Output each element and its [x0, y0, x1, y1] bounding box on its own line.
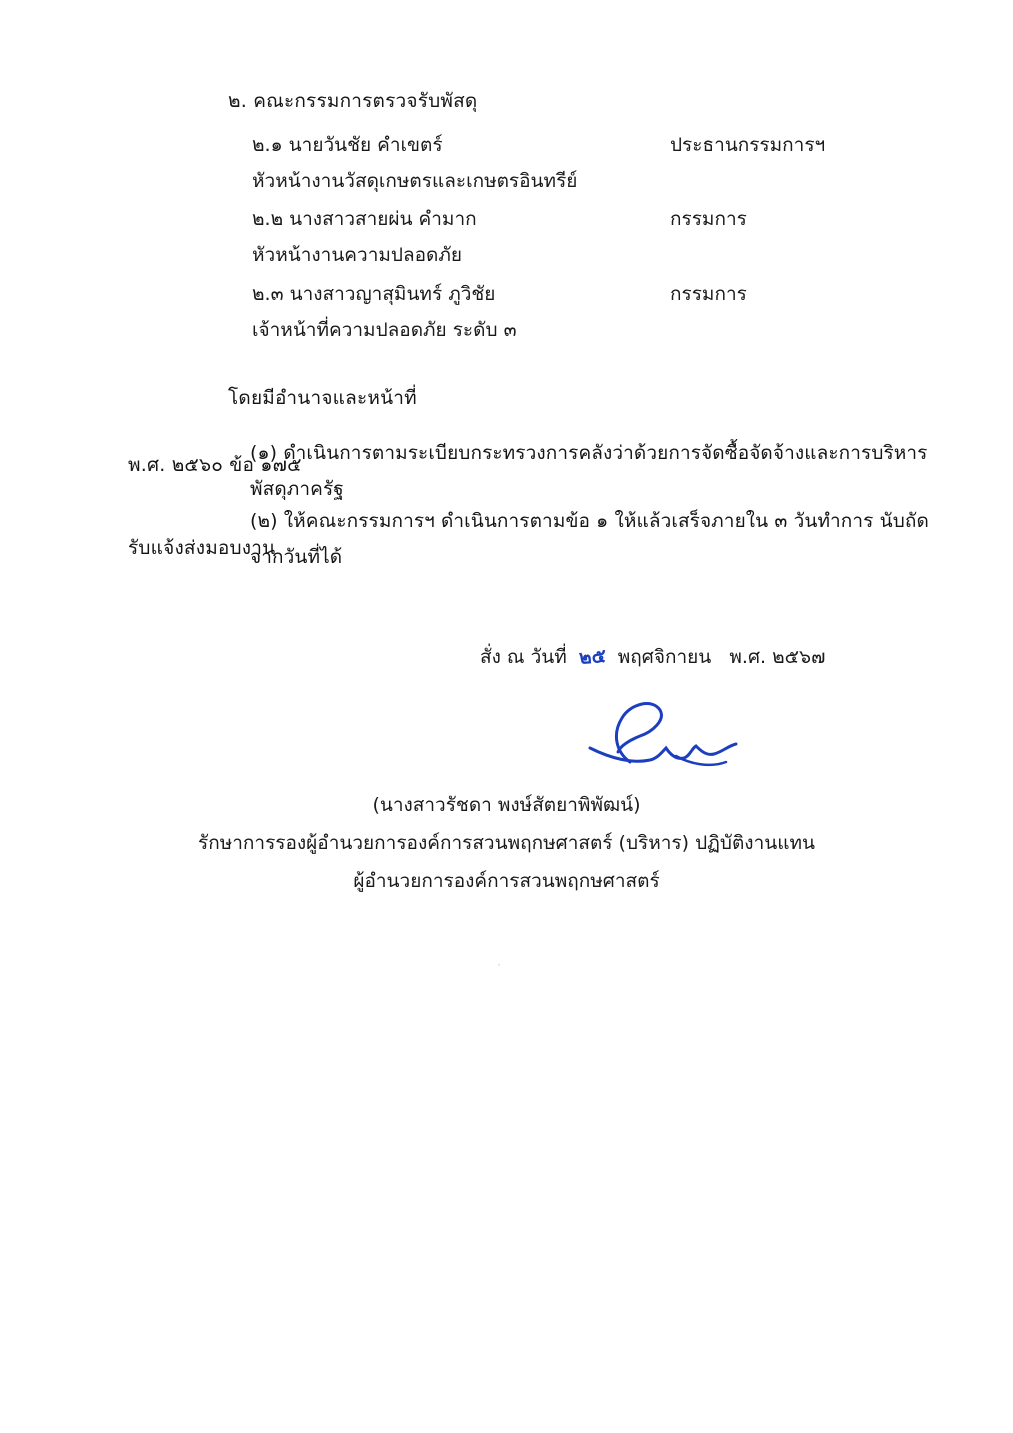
member-position: หัวหน้างานวัสดุเกษตรและเกษตรอินทรีย์: [252, 170, 578, 192]
member-position: หัวหน้างานความปลอดภัย: [252, 244, 462, 266]
dateline-year: พ.ศ. ๒๕๖๗: [729, 646, 826, 668]
signatory-role-line-2: ผู้อำนวยการองค์การสวนพฤกษศาสตร์: [353, 870, 660, 892]
duty-item-2: (๒) ให้คณะกรรมการฯ ดำเนินการตามข้อ ๑ ให้แล้วเสร็จภายใน ๓ วันทำการ นับถัดจากวันที่ได้: [250, 510, 929, 569]
duties-heading: โดยมีอำนาจและหน้าที่: [228, 387, 417, 409]
dateline-prefix: สั่ง ณ วันที่: [480, 646, 567, 668]
member-role: ประธานกรรมการฯ: [670, 134, 826, 156]
dateline-day: ๒๕: [578, 645, 607, 669]
member-position: เจ้าหน้าที่ความปลอดภัย ระดับ ๓: [252, 319, 517, 341]
duty-item-1-continuation: พ.ศ. ๒๕๖๐ ข้อ ๑๗๕: [128, 454, 302, 476]
signatory-name: (นางสาวรัชดา พงษ์สัตยาพิพัฒน์): [372, 794, 641, 816]
handwritten-signature: [576, 690, 766, 780]
page-artifact-mark: ·: [497, 958, 501, 972]
signatory-role-line-1: รักษาการรองผู้อำนวยการองค์การสวนพฤกษศาสตร์ (บริหาร) ปฏิบัติงานแทน: [198, 832, 815, 854]
duty-item-2-continuation: รับแจ้งส่งมอบงาน: [128, 537, 276, 559]
duty-item-1: (๑) ดำเนินการตามระเบียบกระทรวงการคลังว่าด้วยการจัดซื้อจัดจ้างและการบริหารพัสดุภาครัฐ: [250, 442, 928, 501]
dateline-month: พฤศจิกายน: [617, 646, 712, 668]
member-name: ๒.๑ นายวันชัย คำเขตร์: [252, 134, 443, 156]
member-role: กรรมการ: [670, 283, 747, 305]
committee-section-heading: ๒. คณะกรรมการตรวจรับพัสดุ: [228, 90, 478, 112]
member-role: กรรมการ: [670, 208, 747, 230]
member-name: ๒.๓ นางสาวญาสุมินทร์ ภูวิชัย: [252, 283, 496, 305]
order-dateline: [480, 642, 825, 672]
member-name: ๒.๒ นางสาวสายผ่น คำมาก: [252, 208, 477, 230]
